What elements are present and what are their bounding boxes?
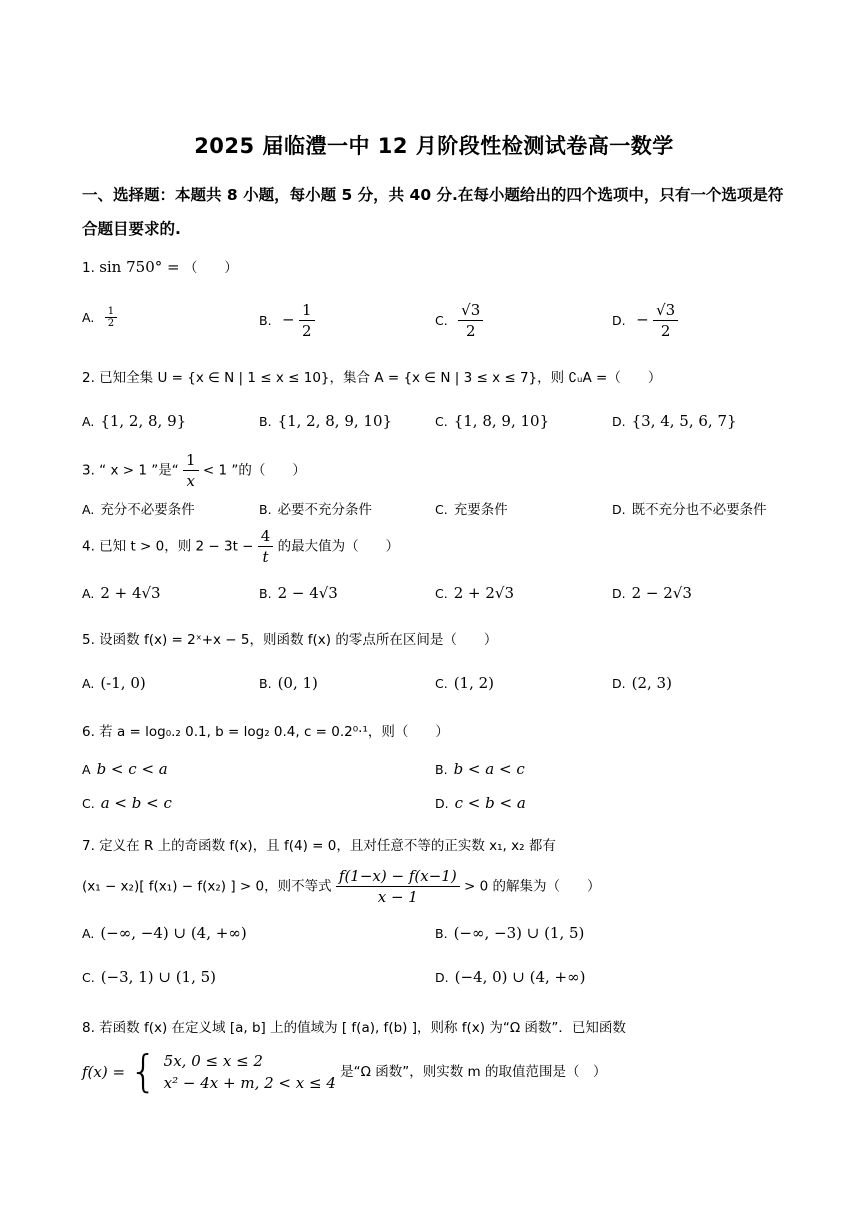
question-7-line2 [82,866,794,907]
option-label: B. [259,414,272,429]
question-4 [82,526,794,567]
denominator: 2 [660,322,671,340]
fraction [258,526,274,567]
option-label: A. [82,926,95,941]
denominator: 2 [465,322,476,340]
option-a[interactable] [82,674,146,692]
option-label: C. [435,414,448,429]
option-a[interactable] [82,584,161,602]
fraction [299,300,315,341]
option-b[interactable] [259,674,318,692]
question-text: 4. 已知 t > 0，则 2 − 3t − [82,538,254,555]
option-value: {1, 2, 8, 9} [100,412,187,430]
option-value: 2 − 4√3 [277,584,338,602]
denominator: x [186,472,196,490]
denominator: x − 1 [377,888,418,906]
option-value: (0, 1) [277,674,318,692]
option-d[interactable] [612,412,737,430]
option-label: A. [82,414,95,429]
denominator: t [262,548,269,566]
option-value: {3, 4, 5, 6, 7} [631,412,737,430]
option-label: C. [435,312,448,328]
option-a[interactable] [82,760,168,778]
option-a[interactable] [82,498,195,518]
numerator: √3 [458,300,483,321]
option-value: (−3, 1) ∪ (1, 5) [100,968,217,986]
case-1: 5x, 0 ≤ x ≤ 2 [163,1052,263,1070]
question-text: > 0 的解集为（ ） [463,878,601,895]
option-d[interactable] [612,300,678,341]
question-2: 2. 已知全集 U = {x ∈ N | 1 ≤ x ≤ 10}，集合 A = {x ∈ N | 3 ≤ x ≤ 7}，则 ∁ᵤA =（ ） [82,370,662,386]
option-value: 充要条件 [453,502,508,518]
question-number: 1. [82,260,95,276]
option-value: (−4, 0) ∪ (4, +∞) [454,968,586,986]
option-value: 2 − 2√3 [631,584,692,602]
option-b[interactable] [259,584,338,602]
option-label: B. [435,762,448,777]
minus-sign: − [282,310,295,329]
option-value: 必要不充分条件 [277,502,373,518]
option-c[interactable] [435,412,549,430]
option-b[interactable] [259,412,392,430]
denominator: 2 [302,322,312,340]
option-value: (−∞, −4) ∪ (4, +∞) [100,924,247,942]
numerator: 4 [258,526,274,547]
option-label: C. [435,502,448,517]
answer-paren: （ ） [183,260,238,276]
option-a[interactable] [82,412,186,430]
option-d[interactable] [435,794,526,812]
option-d[interactable] [612,674,672,692]
option-label: C. [82,796,95,811]
question-text: < 1 ”的（ ） [202,462,306,479]
option-label: D. [612,586,626,601]
option-d[interactable] [612,584,692,602]
numerator: f(1−x) − f(x−1) [336,866,460,887]
option-b[interactable] [259,300,315,341]
option-value: b < c < a [96,760,168,778]
question-text: (x₁ − x₂)[ f(x₁) − f(x₂) ] > 0，则不等式 [82,878,332,895]
numerator: √3 [653,300,678,321]
fraction [105,306,117,329]
function-name: f(x) = [82,1063,126,1081]
question-text: 是“Ω 函数”，则实数 m 的取值范围是（ ） [340,1064,607,1080]
option-c[interactable] [435,498,508,518]
option-value: (−∞, −3) ∪ (1, 5) [453,924,585,942]
numerator: 1 [105,306,117,318]
option-c[interactable] [82,968,216,986]
numerator: 1 [299,300,315,321]
option-label: B. [435,926,448,941]
question-text: 3. “ x > 1 ”是“ [82,462,179,479]
question-1 [82,256,794,276]
option-label: A. [82,309,95,325]
minus-sign: − [636,310,649,329]
fraction [336,866,460,907]
option-a[interactable] [82,306,117,329]
fraction [183,450,199,491]
option-label: D. [435,796,449,811]
option-value: 2 + 2√3 [453,584,514,602]
option-value: 2 + 4√3 [100,584,161,602]
option-label: C. [435,586,448,601]
option-value: {1, 2, 8, 9, 10} [277,412,393,430]
option-label: C. [435,676,448,691]
option-b[interactable] [435,760,525,778]
page-title: 2025 届临澧一中 12 月阶段性检测试卷高一数学 [194,134,674,158]
option-label: D. [612,312,626,328]
options-q1 [82,300,794,344]
option-value: a < b < c [100,794,172,812]
option-value: 既不充分也不必要条件 [631,502,767,518]
question-text: 的最大值为（ ） [277,538,400,555]
option-label: B. [259,312,272,328]
numerator: 1 [183,450,199,471]
question-8: 8. 若函数 f(x) 在定义域 [a, b] 上的值域为 [ f(a), f(b) ]，则称 f(x) 为“Ω 函数”．已知函数 [82,1020,626,1036]
question-7: 7. 定义在 R 上的奇函数 f(x)，且 f(4) = 0，且对任意不等的正实数 x₁, x₂ 都有 [82,838,556,854]
option-label: D. [612,676,626,691]
option-value: (2, 3) [631,674,672,692]
case-2: x² − 4x + m, 2 < x ≤ 4 [163,1074,336,1092]
option-label: B. [259,586,272,601]
option-label: A. [82,676,95,691]
left-brace: { [129,1046,158,1097]
option-label: C. [82,970,95,985]
question-math: sin 750° = [99,258,180,276]
fraction [458,300,483,341]
option-a[interactable] [82,924,247,942]
question-6: 6. 若 a = log₀.₂ 0.1, b = log₂ 0.4, c = 0.2⁰·¹，则（ ） [82,724,449,740]
denominator: 2 [107,318,115,329]
fraction [653,300,678,341]
option-b[interactable] [259,498,372,518]
option-value: (1, 2) [453,674,495,692]
option-label: B. [259,676,272,691]
piecewise-cases [164,1050,336,1094]
question-8-line2 [82,1046,794,1097]
option-label: A. [82,586,95,601]
option-value: {1, 8, 9, 10} [453,412,550,430]
option-value: (-1, 0) [100,674,146,692]
option-c[interactable] [435,674,494,692]
option-label: D. [435,970,449,985]
option-b[interactable] [435,924,584,942]
option-c[interactable] [82,794,172,812]
option-value: c < b < a [454,794,526,812]
option-label: A [82,762,91,777]
option-label: B. [259,502,272,517]
option-c[interactable] [435,300,483,341]
question-3 [82,450,794,491]
option-d[interactable] [435,968,585,986]
option-c[interactable] [435,584,514,602]
option-label: D. [612,414,626,429]
section-heading: 一、选择题：本题共 8 小题，每小题 5 分，共 40 分.在每小题给出的四个选项中，只有一个选项是符合题目要求的. [82,186,784,238]
question-5: 5. 设函数 f(x) = 2ˣ+x − 5，则函数 f(x) 的零点所在区间是（ ） [82,632,498,648]
option-value: 充分不必要条件 [100,502,195,518]
option-value: b < a < c [453,760,525,778]
option-label: D. [612,502,626,517]
option-label: A. [82,502,95,517]
option-d[interactable] [612,498,767,518]
